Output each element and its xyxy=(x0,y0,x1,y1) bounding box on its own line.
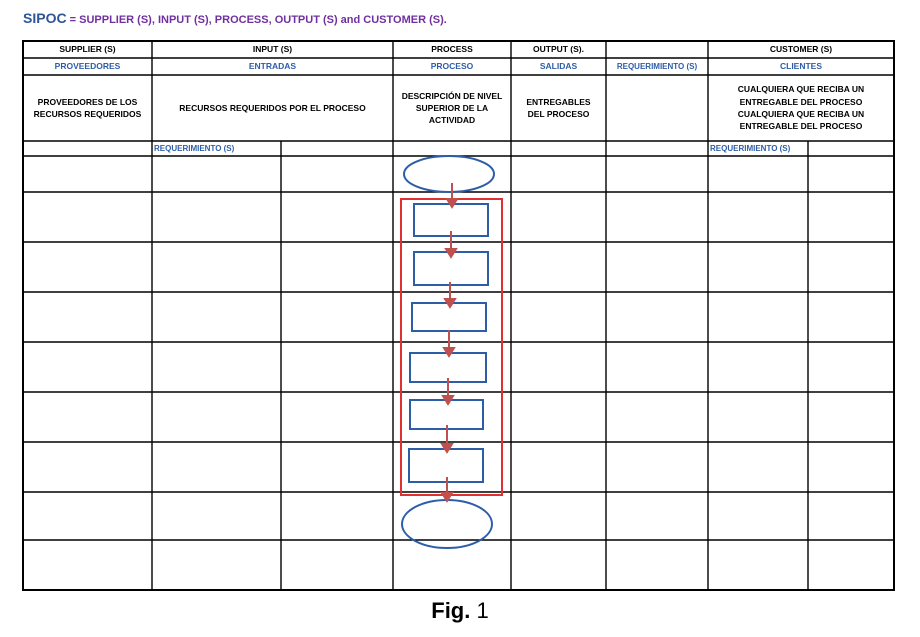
description-process: DESCRIPCIÓN DE NIVEL SUPERIOR DE LA ACTIVIDAD xyxy=(401,90,503,126)
arrow-head xyxy=(442,444,452,452)
subheader-clientes: CLIENTES xyxy=(779,61,823,72)
requirement-label-customer: REQUERIMIENTO (S) xyxy=(710,143,791,153)
description-customer-line2: CUALQUIERA QUE RECIBA UN ENTREGABLE DEL PROCESO xyxy=(737,109,865,132)
header-input: INPUT (S) xyxy=(252,44,293,55)
arrow-head xyxy=(446,249,456,257)
title-acronym: SIPOC xyxy=(23,10,67,26)
title-expansion: = SUPPLIER (S), INPUT (S), PROCESS, OUTPUT (S) and CUSTOMER (S). xyxy=(66,14,447,26)
figure-caption xyxy=(0,598,920,624)
description-input: RECURSOS REQUERIDOS POR EL PROCESO xyxy=(179,102,366,113)
arrow-head xyxy=(443,396,453,404)
figure-caption-label: Fig. xyxy=(431,598,471,623)
header-process: PROCESS xyxy=(431,44,473,55)
subheader-requerimiento: REQUERIMIENTO (S) xyxy=(616,61,698,71)
header-output: OUTPUT (S). xyxy=(533,44,584,55)
process-step-box xyxy=(410,353,486,382)
subheader-entradas: ENTRADAS xyxy=(248,61,297,72)
header-supplier: SUPPLIER (S) xyxy=(59,44,116,55)
figure-caption-number: 1 xyxy=(476,598,489,623)
header-customer: CUSTOMER (S) xyxy=(769,44,833,55)
subheader-proceso: PROCESO xyxy=(430,61,474,72)
subheader-salidas: SALIDAS xyxy=(539,61,578,72)
description-customer xyxy=(710,75,892,141)
description-supplier: PROVEEDORES DE LOS RECURSOS REQUERIDOS xyxy=(33,96,142,119)
start-terminal-ellipse xyxy=(404,156,494,192)
end-terminal-ellipse xyxy=(402,500,492,548)
arrow-head xyxy=(444,348,454,356)
description-output: ENTREGABLES DEL PROCESO xyxy=(526,96,591,119)
requirement-label-input: REQUERIMIENTO (S) xyxy=(154,143,235,153)
description-customer-line1: CUALQUIERA QUE RECIBA UN ENTREGABLE DEL PROCESO xyxy=(737,84,865,107)
subheader-proveedores: PROVEEDORES xyxy=(54,61,121,72)
process-step-box xyxy=(410,400,483,429)
arrow-head xyxy=(447,199,457,207)
arrow-head xyxy=(445,299,455,307)
